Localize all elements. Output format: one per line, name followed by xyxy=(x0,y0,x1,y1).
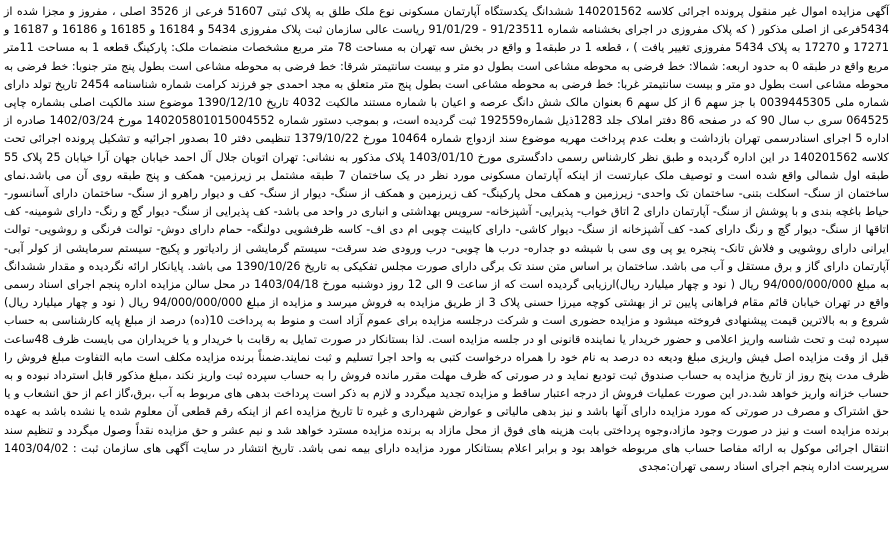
notice-body-text: آگهی مزایده اموال غیر منقول پرونده اجرائی کلاسه 140201562 ششدانگ یکدستگاه آپارتمان مسکونی نوع ملک طلق به پلاک ثبتی 51607 فرعی از 3526 اصلی ، مفروز و مجزا شده از 5434فرعی از اصلی مذکور ( که پلاک مفروزی در اجرای بخشنامه شماره 91/23511 - 91/01/29 ریاست عالی سازمان ثبت پلاک مفروزی 5434 و 16184 و 16185 و 16186 و 16187 و 17271 و 17270 به پلاک 5434 مفروزی تغییر یافت ) ، قطعه 1 در طبقه1 و واقع در بخش سه تهران به مساحت 78 متر مربع مشخصات منضمات ملک: پارکینگ قطعه 1 به مساحت 11متر مربع واقع در طبقه 0 به حدود اربعه: شمالا: خط فرضی به محوطه مشاعی است بطول دو متر و بیست سانتیمتر شرقا: خط فرضی به محوطه مشاعی است بطول پنج متر جنوبا: خط فرضی به محوطه مشاعی است بطول دو متر و بیست سانتیمتر غربا: خط فرضی به محوطه مشاعی است بطول پنج متر متعلق به مجد احمدی جو فرزند کرامت شماره شناسنامه 2454 تاریخ تولد دارای شماره ملی 0039445305 با جز سهم 6 از کل سهم 6 بعنوان مالک شش دانگ عرصه و اعیان با شماره مستند مالکیت 4032 تاریخ 1390/12/10 موضوع سند مالکیت اصلی بشماره چاپی 064525 سری ب سال 90 که در صفحه 86 دفتر املاک جلد 1283ذیل شماره192559 ثبت گردیده است، و بموجب دستور شماره 140205801015004552 مورخ 1402/03/24 صادره از اداره 5 اجرای اسنادرسمی تهران بازداشت و بعلت عدم پرداخت مهریه موضوع سند ازدواج شماره 10464 مورخ 1379/10/22 تنظیمی دفتر 10 بصدور اجرائیه و تشکیل پرونده اجرائی تحت کلاسه 140201562 در این اداره گردیده و طبق نظر کارشناس رسمی دادگستری مورخ 1403/01/10 پلاک مذکور به نشانی: تهران اتوبان جلال آل احمد خیابان جهان آرا خیابان 25 پلاک 55 طبقه اول شمالی واقع شده است و توصیف ملک عبارتست از اینکه آپارتمان مسکونی مورد نظر در یک ساختمان 7 طبقه مشتمل بر زیرزمین- همکف و پنج طبقه روی آن می باشد.نمای ساختمان از سنگ- اسکلت بتنی- ساختمان تک واحدی- زیرزمین و همکف محل پارکینگ- کف زیرزمین و همکف از سنگ- دیوار از سنگ- کف و دیوار راهرو از سنگ- ساختمان دارای آسانسور- حیاط باغچه بندی و با پوشش از سنگ- آپارتمان دارای 2 اتاق خواب- پذیرایی- آشپزخانه- سرویس بهداشتی و انباری در واحد می باشد- کف پذیرایی از سنگ- دیوار گچ و رنگ- دارای شومینه- کف اتاقها از سنگ- دیوار گچ و رنگ دارای کمد- کف آشپزخانه از سنگ- دیوار کاشی- دارای کابینت چوبی ام دی اف- کاسه ظرفشویی دولنگه- حمام دارای دوش- توالت فرنگی و روشویی- توالت ایرانی دارای روشویی و فلاش تانک- پنجره یو پی وی سی با شیشه دو جداره- درب ها چوبی- درب ورودی ضد سرقت- سیستم گرمایشی از رادیاتور و پکیج- سیستم سرمایشی از کولر آبی- آپارتمان دارای گاز و برق مستقل و آب می باشد. ساختمان بر اساس متن سند تک برگی دارای صورت مجلس تفکیکی به تاریخ 1390/10/26 می باشد. پایانکار ارائه نگردیده و مقدار ششدانگ به مبلغ 94/000/000/000 ریال ( نود و چهار میلیارد ریال)ارزیابی گردیده است که از ساعت 9 الی 12 روز دوشنبه مورخ 1403/04/18 در محل سالن مزایده اداره پنجم اجرای اسناد رسمی واقع در تهران خیابان قائم مقام فراهانی پایین تر از بهشتی کوچه میرزا حسنی پلاک 3 از طریق مزایده به فروش میرسد و مزایده از مبلغ 94/000/000/000 ریال ( نود و چهار میلیارد ریال) شروع و به بالاترین قیمت پیشنهادی فروخته میشود و مزایده حضوری است و شرکت درجلسه مزایده برای عموم آزاد است و منوط به پرداخت 10(ده) درصد از مبلغ پایه کارشناسی به حساب سپرده ثبت و تحت شناسه واریز اعلامی و حضور خریدار یا نماینده قانونی او در جلسه مزایده است. لذا بستانکار در صورت تمایل به رقابت با خریدار و یا خریداران می بایست ظرف 48ساعت قبل از وقت مزایده اصل فیش واریزی مبلغ ودیعه ده درصد به نام خود را همراه درخواست کتبی به واحد اجرا تسلیم و ثبت نمایند.ضمناً برنده مزایده مکلف است مابه التفاوت مبلغ فروش را ظرف مدت پنج روز از تاریخ مزایده به حساب صندوق ثبت تودیع نماید و در صورتی که ظرف مهلت مقرر مانده فروش را به حساب سپرده ثبت واریز نکند ،مبلغ مذکور قابل استرداد نبوده و به حساب خزانه واریز خواهد شد.در این صورت عملیات فروش از درجه اعتبار ساقط و مزایده تجدید میگردد و لازم به ذکر است پرداخت بدهی های مربوط به آب ،برق،گاز اعم از حق انشعاب و یا حق اشتراک و مصرف در صورتی که مورد مزایده دارای آنها باشد و نیز بدهی مالیاتی و عوارض شهرداری و غیره تا تاریخ مزایده اعم از اینکه رقم قطعی آن معلوم شده یا نشده باشد به عهده برنده مزایده است و نیز در صورت وجود مازاد،وجوه پرداختی بابت هزینه های فوق از محل مازاد به برنده مزایده مسترد خواهد شد و نیم عشر و حق مزایده نقداً وصول میگردد و تنظیم سند انتقال اجرائی موکول به ارائه مفاصا حساب های مربوطه خواهد بود و برابر اعلام بستانکار مورد مزایده دارای بیمه نمی باشد. تاریخ انتشار در سایت آگهی های سازمان ثبت : 1403/04/02 سرپرست اداره پنجم اجرای اسناد رسمی تهران:مجدی xyxy=(4,5,890,474)
